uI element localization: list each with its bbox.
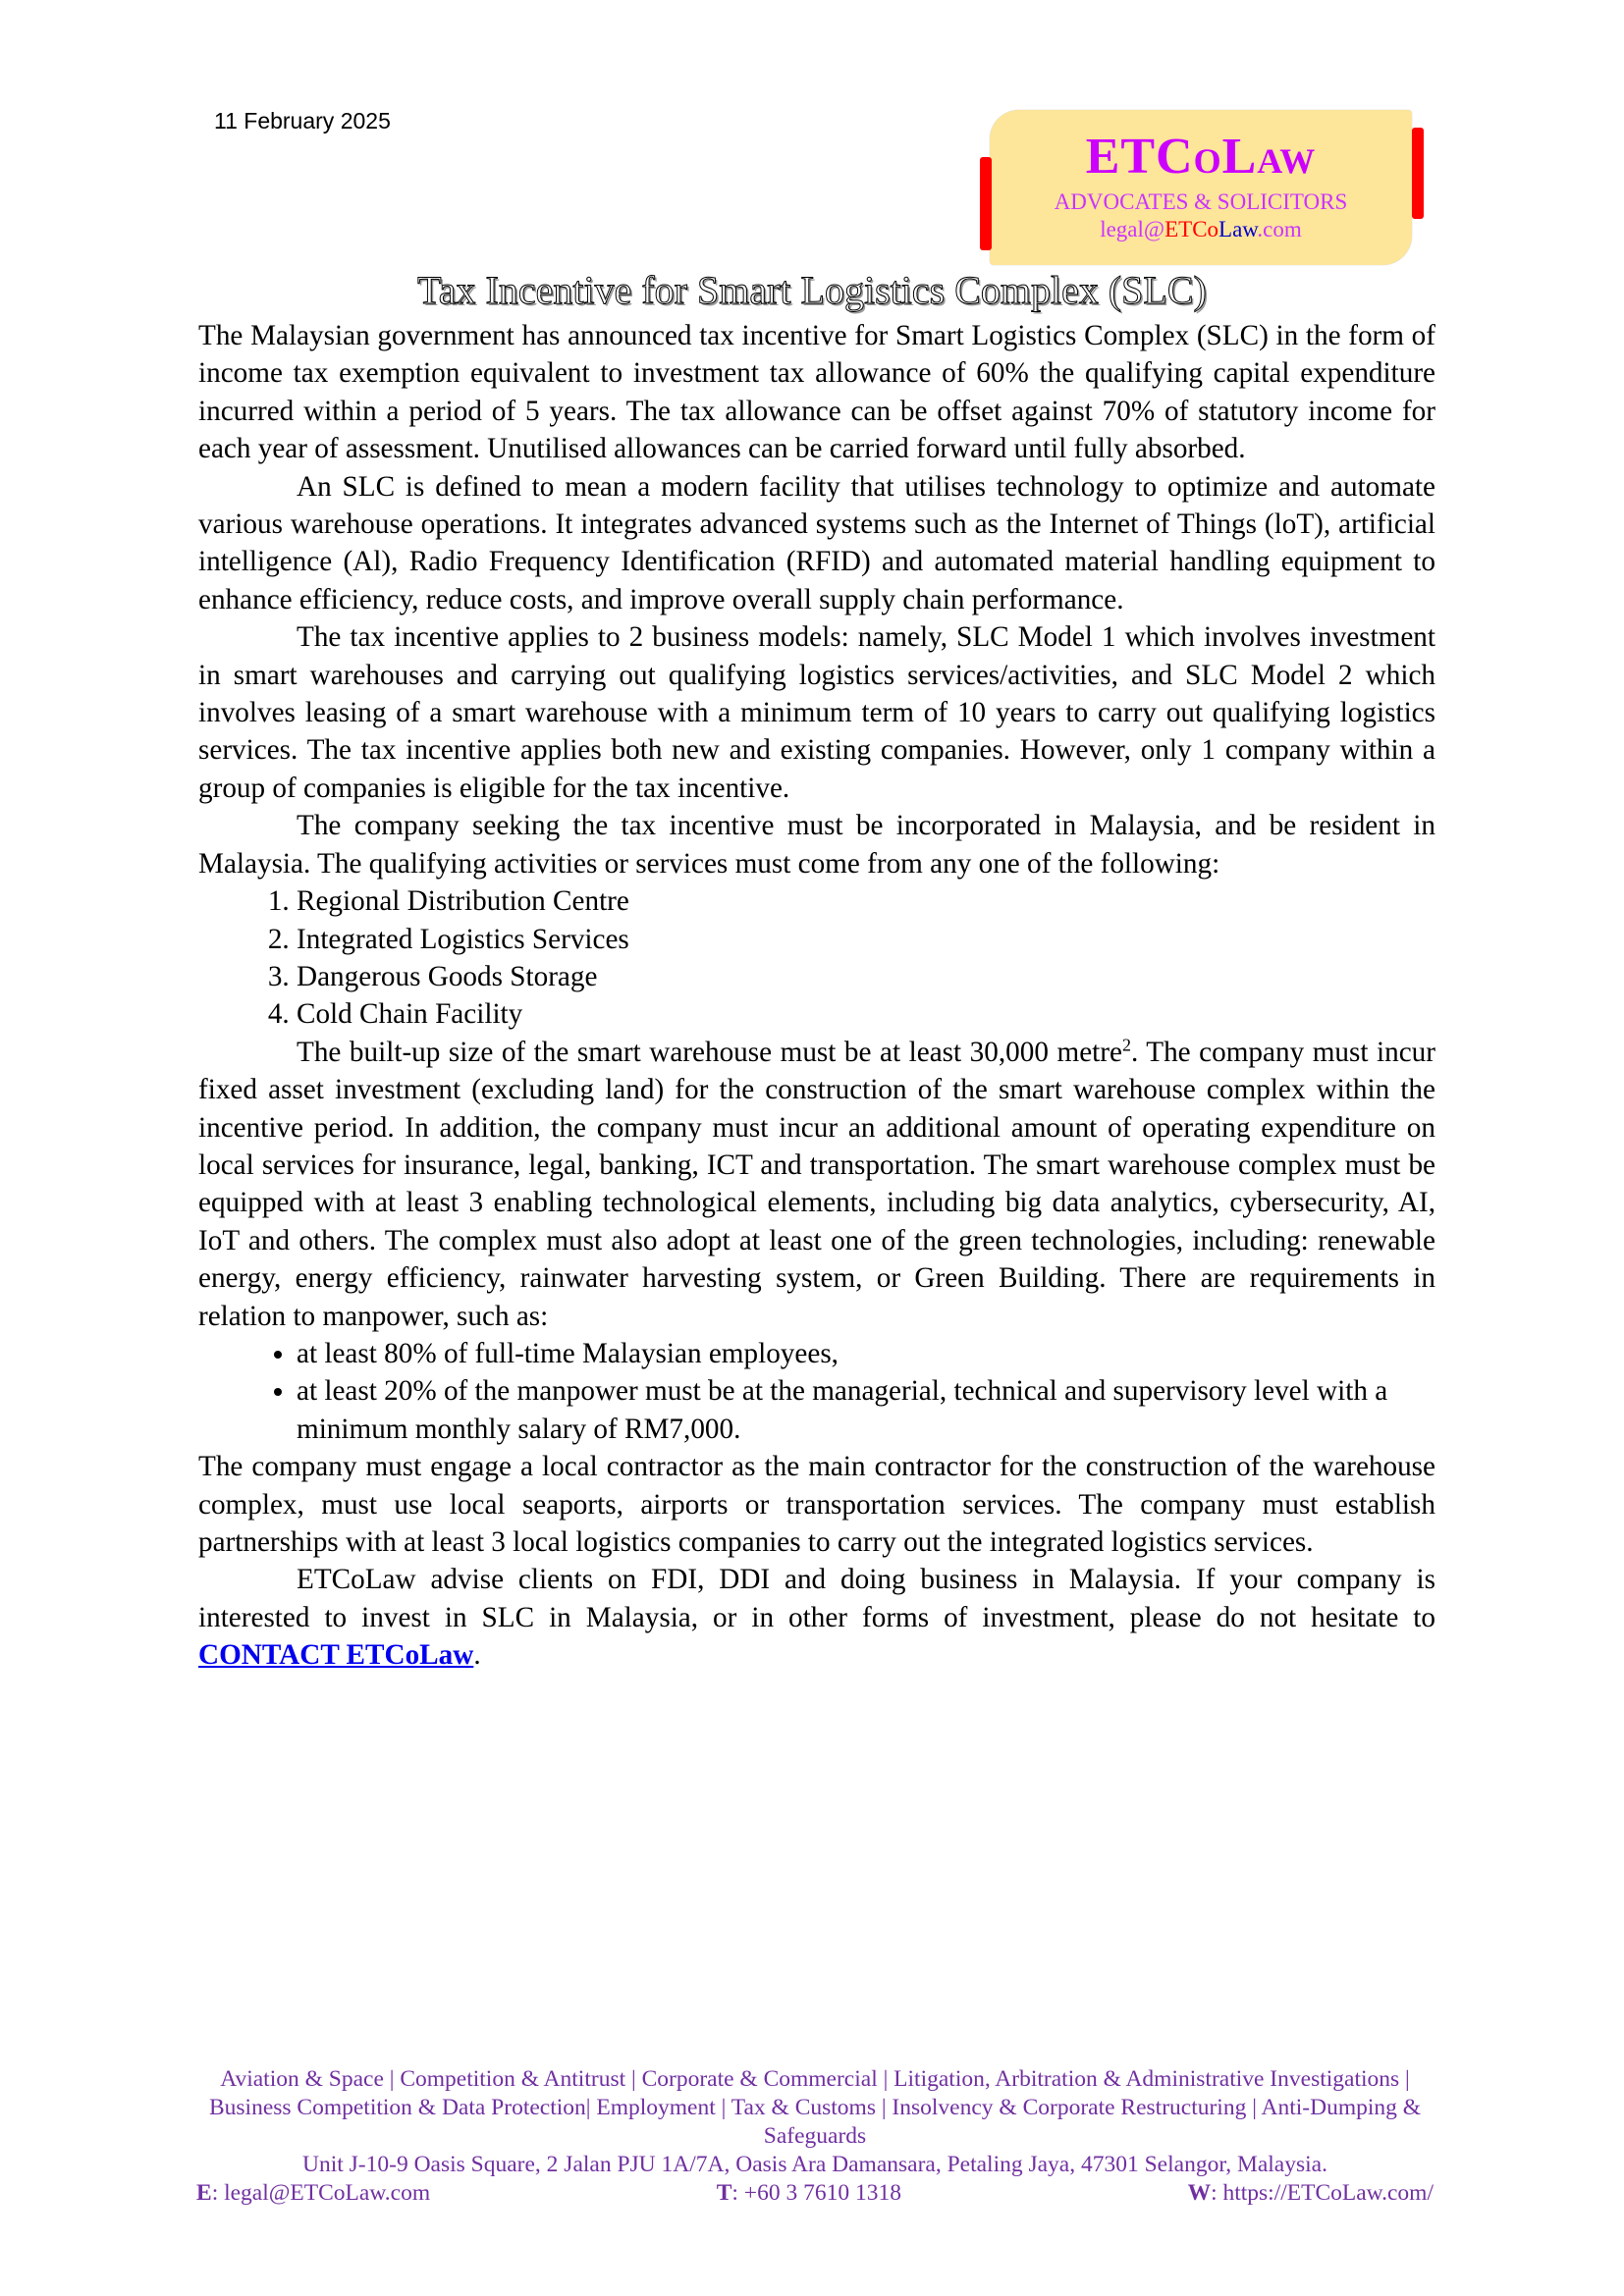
document-title: Tax Incentive for Smart Logistics Complex (SLC)	[417, 268, 1207, 312]
paragraph-business-models: The tax incentive applies to 2 business models: namely, SLC Model 1 which involves investment in smart warehouses and carrying out qualifying logistics services/activities, and SLC Model 2 which involves leasing of a smart warehouse with a minimum term of 10 years to carry out qualifying logistics services. The tax incentive applies both new and existing companies. However, only 1 company within a group of companies is eligible for the tax incentive.	[198, 621, 1435, 804]
footer-phone-value: : +60 3 7610 1318	[731, 2180, 901, 2206]
logo-email-prefix: legal@	[1100, 217, 1165, 241]
contact-etcolaw-link[interactable]: CONTACT ETCoLaw	[198, 1639, 474, 1672]
footer-email-label: E	[196, 2180, 212, 2206]
logo-email-suffix: .com	[1257, 217, 1302, 241]
paragraph-contractor: The company must engage a local contractor as the main contractor for the construction of the warehouse complex, must use local seaports, airports or transportation services. The company must establish partnerships with at least 3 local logistics companies to carry out the integrated logistics services.	[198, 1451, 1435, 1558]
firm-logo	[990, 110, 1412, 265]
footer-practice-areas: Aviation & Space | Competition & Antitrust | Corporate & Commercial | Litigation, Arbitration & Administrative Investigations | Business Competition & Data Protection| Employment | Tax & Customs | Insolvency & Corporate Restructuring | Anti-Dumping & Safeguards	[208, 2066, 1422, 2149]
logo-email	[990, 216, 1412, 243]
footer-email-value[interactable]: : legal@ETCoLaw.com	[211, 2180, 431, 2206]
paragraph-eligibility: The company seeking the tax incentive must be incorporated in Malaysia, and be resident in Malaysia. The qualifying activities or services must come from any one of the following:	[198, 810, 1435, 880]
list-item: 2. Integrated Logistics Services	[297, 921, 1435, 958]
paragraph-definition: An SLC is defined to mean a modern facility that utilises technology to optimize and automate various warehouse operations. It integrates advanced systems such as the Internet of Things (loT), artificial intelligence (Al), Radio Frequency Identification (RFID) and automated material handling equipment to enhance efficiency, reduce costs, and improve overall supply chain performance.	[198, 470, 1435, 615]
logo-email-red: ETCo	[1164, 217, 1219, 241]
footer-phone-label: T	[716, 2180, 732, 2206]
list-item: 4. Cold Chain Facility	[297, 995, 1435, 1033]
footer-web-value[interactable]: : https://ETCoLaw.com/	[1211, 2180, 1434, 2206]
footer-web	[1188, 2179, 1434, 2208]
page-footer	[196, 2065, 1434, 2208]
requirements-text-b: . The company must incur fixed asset investment (excluding land) for the construction of the smart warehouse complex within the incentive period. In addition, the company must incur an additional amount of operating expenditure on local services for insurance, legal, banking, ICT and transportation. The smart warehouse complex must be equipped with at least 3 enabling technological elements, including big data analytics, cybersecurity, AI, IoT and others. The complex must also adopt at least one of the green technologies, including: renewable energy, energy efficiency, rainwater harvesting system, or Green Building. There are requirements in relation to manpower, such as:	[198, 1036, 1435, 1332]
list-item: • at least 20% of the manpower must be at the managerial, technical and supervisory level with a minimum monthly salary of RM7,000.	[297, 1372, 1435, 1448]
list-item: 1. Regional Distribution Centre	[297, 882, 1435, 920]
paragraph-contact	[198, 1561, 1435, 1674]
logo-left-bar	[980, 157, 992, 250]
logo-subtitle: ADVOCATES & SOLICITORS	[1054, 189, 1348, 214]
manpower-requirements-list	[198, 1335, 1435, 1448]
superscript-2: 2	[1121, 1034, 1131, 1054]
paragraph-intro: The Malaysian government has announced tax incentive for Smart Logistics Complex (SLC) in the form of income tax exemption equivalent to investment tax allowance of 60% the qualifying capital expenditure incurred within a period of 5 years. The tax allowance can be offset against 70% of statutory income for each year of assessment. Unutilised allowances can be carried forward until fully absorbed.	[198, 320, 1435, 465]
paragraph-requirements	[198, 1034, 1435, 1335]
requirements-text-a: The built-up size of the smart warehouse must be at least 30,000 metre	[297, 1036, 1122, 1068]
footer-address: Unit J-10-9 Oasis Square, 2 Jalan PJU 1A/7A, Oasis Ara Damansara, Petaling Jaya, 47301 Selangor, Malaysia.	[302, 2152, 1327, 2177]
list-item: 3. Dangerous Goods Storage	[297, 958, 1435, 995]
logo-right-bar	[1412, 128, 1424, 219]
logo-firm-name: ETCoLaw	[1085, 129, 1317, 185]
logo-email-blue: Law	[1218, 217, 1258, 241]
list-item: • at least 80% of full-time Malaysian employees,	[297, 1335, 1435, 1372]
document-date: 11 February 2025	[214, 108, 391, 133]
document-body	[198, 317, 1435, 1675]
footer-phone	[717, 2179, 901, 2208]
footer-email	[196, 2179, 430, 2208]
contact-period: .	[473, 1639, 481, 1672]
footer-web-label: W	[1187, 2180, 1212, 2206]
contact-text: ETCoLaw advise clients on FDI, DDI and doing business in Malaysia. If your company is interested to invest in SLC in Malaysia, or in other forms of investment, please do not hesitate to	[198, 1564, 1435, 1633]
footer-contacts	[196, 2179, 1434, 2208]
qualifying-activities-list	[198, 882, 1435, 1034]
